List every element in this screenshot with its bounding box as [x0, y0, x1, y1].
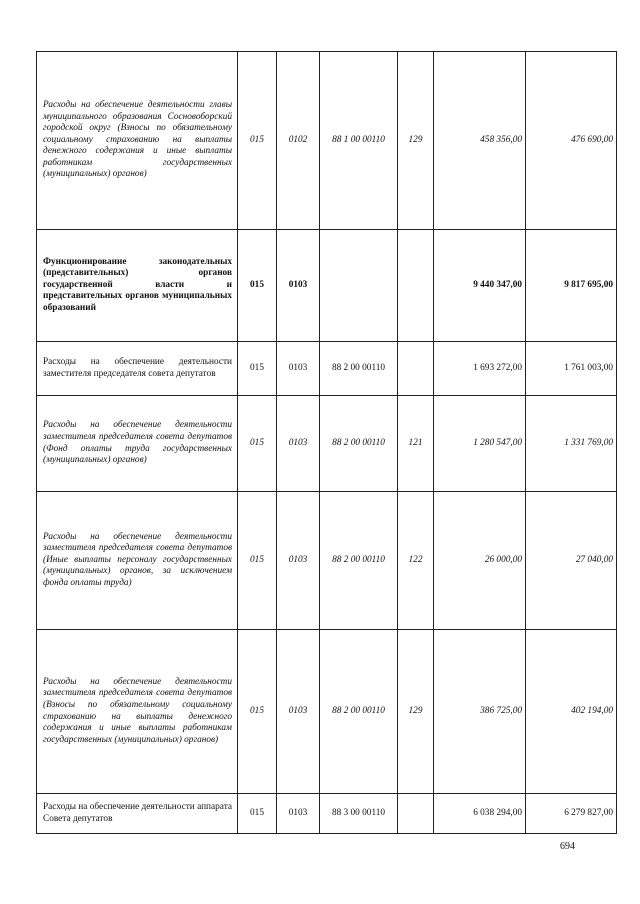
page-number: 694: [560, 841, 575, 852]
amount-year-2: 402 194,00: [526, 630, 617, 794]
amount-year-2: 1 331 769,00: [526, 396, 617, 492]
section-code: 0102: [277, 52, 320, 230]
ministry-code: 015: [238, 396, 277, 492]
row-description: Расходы на обеспечение деятельности главы муниципального образования Сосновоборский городской округ (Взносы по обязательному социальному страхованию на выплаты денежного содержания и иные выплаты работникам государственных (муниципальных) органов): [37, 52, 238, 230]
row-description: Расходы на обеспечение деятельности заместителя председателя совета депутатов (Фонд оплаты труда государственных (муниципальных) органов): [37, 396, 238, 492]
ministry-code: 015: [238, 630, 277, 794]
amount-year-2: 476 690,00: [526, 52, 617, 230]
section-code: 0103: [277, 492, 320, 630]
row-description: Расходы на обеспечение деятельности заместителя председателя совета депутатов (Иные выплаты персоналу государственных (муниципальных) органов, за исключением фонда оплаты труда): [37, 492, 238, 630]
budget-table-body: [37, 52, 617, 834]
amount-year-1: 1 280 547,00: [434, 396, 526, 492]
section-code: 0103: [277, 396, 320, 492]
amount-year-1: 1 693 272,00: [434, 342, 526, 396]
expense-type: [398, 794, 434, 834]
table-row: [37, 794, 617, 834]
amount-year-1: 26 000,00: [434, 492, 526, 630]
expense-type: 122: [398, 492, 434, 630]
expense-type: 129: [398, 630, 434, 794]
row-description: Функционирование законодательных (представительных) органов государственной власти и представительных органов муниципальных образований: [37, 230, 238, 342]
ministry-code: 015: [238, 492, 277, 630]
table-row: [37, 230, 617, 342]
table-row: [37, 630, 617, 794]
expense-type: 129: [398, 52, 434, 230]
expense-type: [398, 342, 434, 396]
table-row: [37, 52, 617, 230]
amount-year-2: 27 040,00: [526, 492, 617, 630]
amount-year-1: 386 725,00: [434, 630, 526, 794]
target-article: 88 2 00 00110: [320, 630, 398, 794]
table-row: [37, 396, 617, 492]
amount-year-1: 6 038 294,00: [434, 794, 526, 834]
amount-year-1: 458 356,00: [434, 52, 526, 230]
target-article: 88 1 00 00110: [320, 52, 398, 230]
row-description: Расходы на обеспечение деятельности заместителя председателя совета депутатов (Взносы по обязательному социальному страхованию на выплаты денежного содержания и иные выплаты работникам государственных (муниципальных) органов): [37, 630, 238, 794]
ministry-code: 015: [238, 794, 277, 834]
amount-year-2: 9 817 695,00: [526, 230, 617, 342]
ministry-code: 015: [238, 52, 277, 230]
section-code: 0103: [277, 230, 320, 342]
target-article: 88 3 00 00110: [320, 794, 398, 834]
table-row: [37, 342, 617, 396]
amount-year-2: 1 761 003,00: [526, 342, 617, 396]
row-description: Расходы на обеспечение деятельности аппарата Совета депутатов: [37, 794, 238, 834]
section-code: 0103: [277, 342, 320, 396]
amount-year-2: 6 279 827,00: [526, 794, 617, 834]
section-code: 0103: [277, 794, 320, 834]
target-article: 88 2 00 00110: [320, 396, 398, 492]
amount-year-1: 9 440 347,00: [434, 230, 526, 342]
ministry-code: 015: [238, 342, 277, 396]
target-article: 88 2 00 00110: [320, 492, 398, 630]
section-code: 0103: [277, 630, 320, 794]
expense-type: [398, 230, 434, 342]
target-article: [320, 230, 398, 342]
expense-type: 121: [398, 396, 434, 492]
budget-table: [36, 51, 617, 834]
target-article: 88 2 00 00110: [320, 342, 398, 396]
row-description: Расходы на обеспечение деятельности заместителя председателя совета депутатов: [37, 342, 238, 396]
ministry-code: 015: [238, 230, 277, 342]
table-row: [37, 492, 617, 630]
